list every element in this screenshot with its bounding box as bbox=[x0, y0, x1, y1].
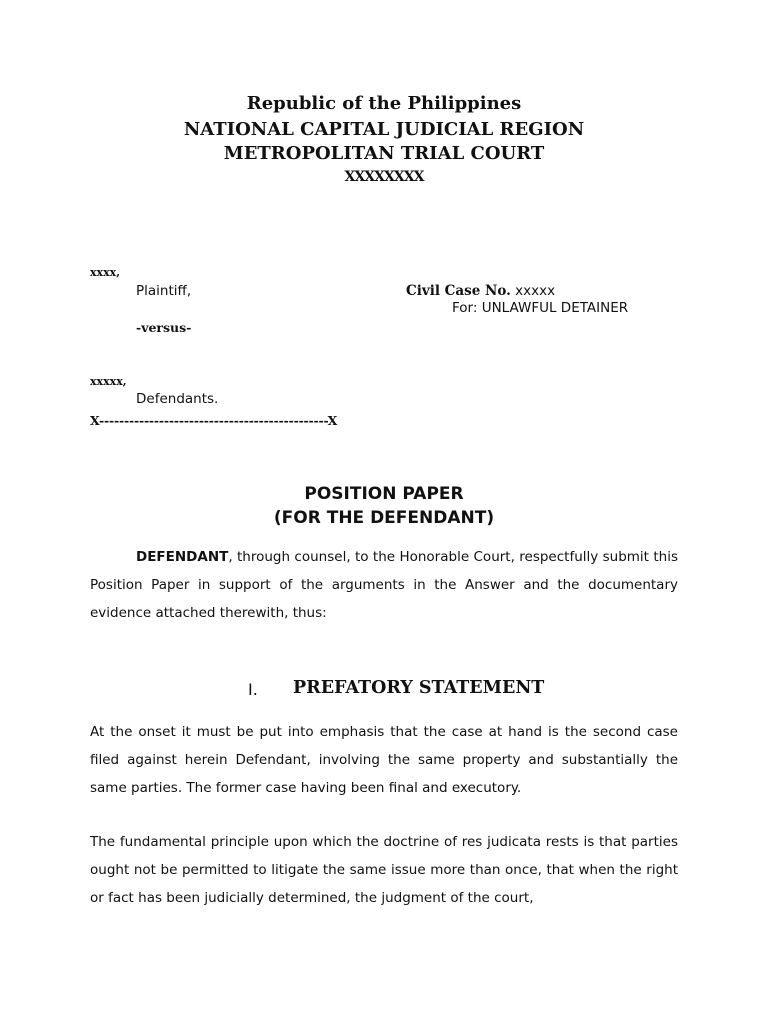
defendant-role: Defendants. bbox=[136, 391, 219, 407]
section-title: PREFATORY STATEMENT bbox=[293, 678, 545, 698]
defendant-name: xxxxx, bbox=[90, 375, 127, 388]
header-republic: Republic of the Philippines bbox=[246, 93, 522, 114]
versus-label: -versus- bbox=[136, 320, 192, 335]
intro-paragraph bbox=[90, 543, 678, 627]
case-number-line bbox=[406, 283, 555, 299]
section-paragraph-2: The fundamental principle upon which the doctrine of res judicata rests is that parties ought not be permitted to litigate the same issue more than once, that when the right or fact has been judicially determined, the judgment of the court, bbox=[90, 834, 678, 906]
caption-divider: X----------------------------------------------X bbox=[90, 413, 338, 428]
plaintiff-role: Plaintiff, bbox=[136, 283, 192, 299]
intro-text: , through counsel, to the Honorable Court, respectfully submit this Position Paper in support of the arguments in the Answer and the documentary evidence attached therewith, thus: bbox=[90, 549, 678, 621]
case-number-label: Civil Case No. bbox=[406, 283, 511, 299]
case-number-value: xxxxx bbox=[515, 283, 556, 299]
intro-lead: DEFENDANT bbox=[136, 549, 229, 565]
header-court: METROPOLITAN TRIAL COURT bbox=[223, 143, 545, 164]
section-number: I. bbox=[248, 680, 258, 699]
document-subtitle: (FOR THE DEFENDANT) bbox=[273, 508, 495, 528]
case-nature: For: UNLAWFUL DETAINER bbox=[452, 300, 629, 316]
header-branch: XXXXXXXX bbox=[344, 169, 424, 185]
document-title: POSITION PAPER bbox=[304, 484, 464, 504]
plaintiff-name: xxxx, bbox=[90, 266, 121, 279]
section-paragraph-1: At the onset it must be put into emphasis that the case at hand is the second case filed against herein Defendant, involving the same property and substantially the same parties. The former case having been final and executory. bbox=[90, 724, 678, 796]
header-region: NATIONAL CAPITAL JUDICIAL REGION bbox=[183, 119, 585, 140]
